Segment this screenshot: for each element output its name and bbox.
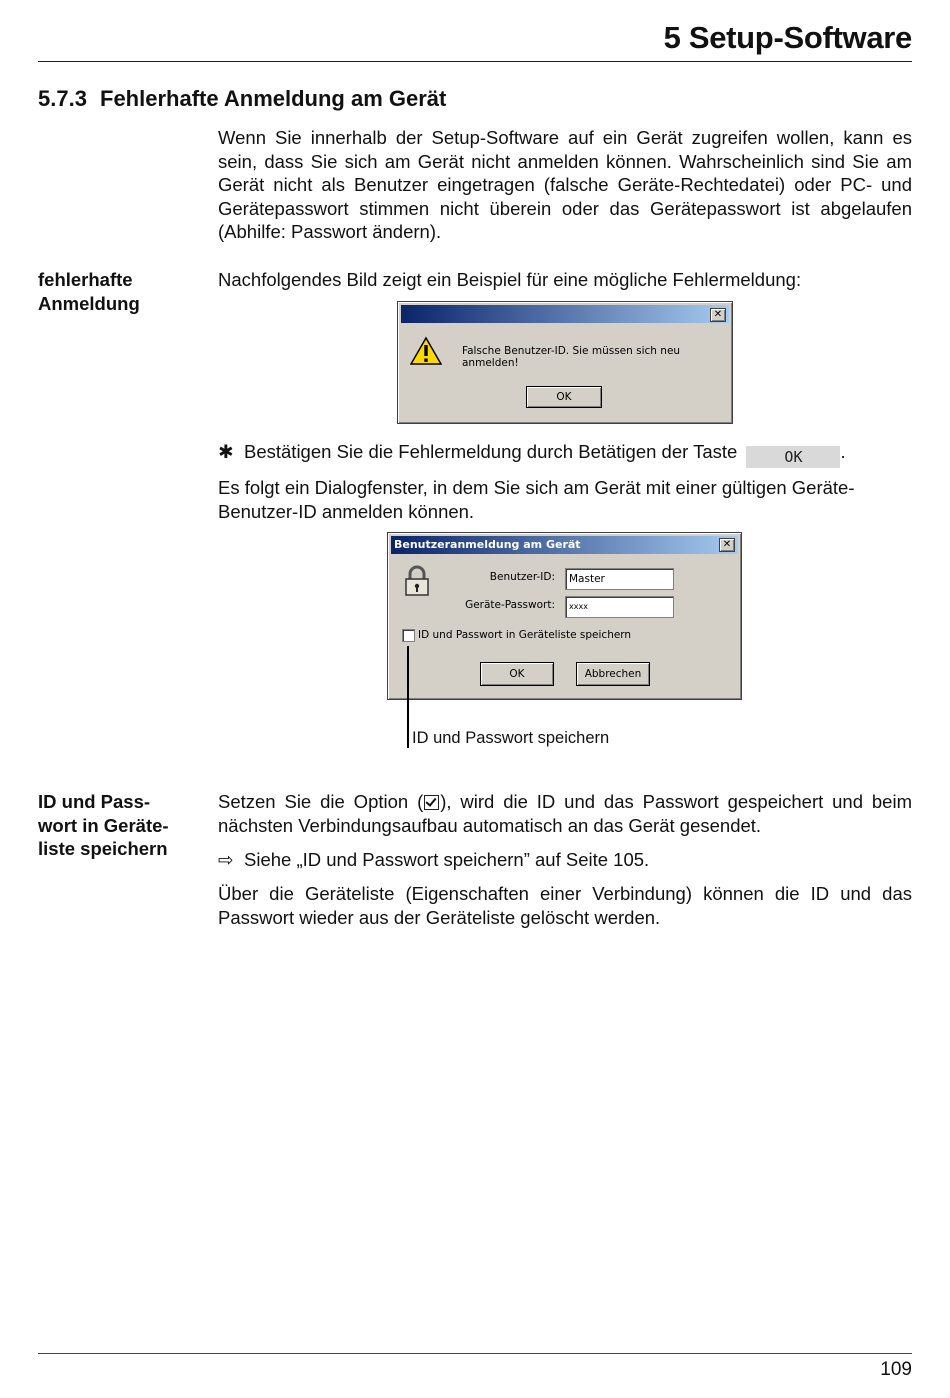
- arrow-right-icon: ⇨: [218, 849, 234, 870]
- close-icon[interactable]: ✕: [710, 308, 726, 322]
- follow-paragraph: Es folgt ein Dialogfenster, in dem Sie sich am Gerät mit einer gültigen Geräte-Benutzer-ID anmelden können.: [218, 477, 855, 522]
- ok-key: OK: [746, 446, 840, 468]
- cancel-button[interactable]: Abbrechen: [576, 662, 650, 686]
- margin-label-line: Anmeldung: [38, 292, 140, 314]
- chapter-title: 5 Setup-Software: [663, 20, 912, 55]
- reference-line: [218, 848, 912, 872]
- login-ok-button[interactable]: OK: [480, 662, 554, 686]
- callout-label: ID und Passwort speichern: [412, 729, 610, 747]
- login-dialog-titlebar: [391, 536, 738, 554]
- lock-icon: [404, 565, 430, 597]
- login-dialog-title: Benutzeranmeldung am Gerät: [394, 538, 581, 551]
- section-title: Fehlerhafte Anmeldung am Gerät: [100, 86, 447, 111]
- warning-icon: [410, 336, 442, 366]
- footer-rule: [38, 1353, 912, 1354]
- error-ok-button[interactable]: OK: [526, 386, 602, 408]
- password-label: Geräte-Passwort:: [465, 599, 555, 611]
- close-icon[interactable]: ✕: [719, 538, 735, 552]
- login-dialog: [387, 532, 742, 700]
- error-dialog: [397, 301, 733, 424]
- step-end: .: [840, 441, 846, 462]
- block2-text-after: ), wird die ID und das Passwort gespeichert und beim nächsten Verbindungsaufbau automatisch an das Gerät gesendet.: [218, 791, 912, 836]
- margin-label-fehlerhafte-anmeldung: [38, 268, 198, 315]
- margin-label-line: ID und Pass-: [38, 791, 151, 812]
- save-credentials-label: ID und Passwort in Geräteliste speichern: [418, 629, 632, 641]
- bullet-star-icon: ✱: [218, 441, 234, 462]
- margin-label-line: liste speichern: [38, 838, 168, 860]
- block2-paragraph: [218, 790, 912, 837]
- password-input[interactable]: xxxx: [565, 596, 674, 618]
- margin-label-id-passwort: [38, 790, 198, 861]
- margin-label-line: wort in Geräte-: [38, 814, 169, 836]
- user-id-label: Benutzer-ID:: [489, 571, 555, 583]
- section-heading: [38, 86, 446, 112]
- block1-text: Nachfolgendes Bild zeigt ein Beispiel für eine mögliche Fehlermeldung:: [218, 269, 802, 290]
- step-instruction: [218, 440, 912, 468]
- reference-text: Siehe „ID und Passwort speichern” auf Seite 105.: [244, 849, 650, 870]
- closing-paragraph: Über die Geräteliste (Eigenschaften einer Verbindung) können die ID und das Passwort wieder aus der Geräteliste gelöscht werden.: [218, 883, 912, 928]
- block2-text-before: Setzen Sie die Option (: [218, 791, 424, 812]
- error-message: Falsche Benutzer-ID. Sie müssen sich neu anmelden!: [462, 345, 681, 369]
- save-credentials-checkbox[interactable]: [402, 629, 415, 642]
- callout-line: [407, 646, 409, 748]
- margin-label-line: fehlerhafte: [38, 269, 133, 290]
- user-id-input[interactable]: Master: [565, 568, 674, 590]
- intro-paragraph: Wenn Sie innerhalb der Setup-Software auf ein Gerät zugreifen wollen, kann es sein, dass Sie sich am Gerät nicht anmelden können. Wahrscheinlich sind Sie am Gerät nicht als Benutzer eingetragen (falsche Geräte-Rechtedatei) oder PC- und Gerätepasswort stimmen nicht überein oder das Gerätepasswort ist abgelaufen (Abhilfe: Passwort ändern).: [218, 127, 912, 243]
- section-number: 5.7.3: [38, 86, 87, 111]
- page-number: 109: [880, 1359, 912, 1380]
- step-text: Bestätigen Sie die Fehlermeldung durch Betätigen der Taste: [244, 441, 738, 462]
- header-rule: [38, 61, 912, 62]
- error-dialog-titlebar: [401, 305, 729, 323]
- checked-checkbox-icon: [424, 795, 439, 810]
